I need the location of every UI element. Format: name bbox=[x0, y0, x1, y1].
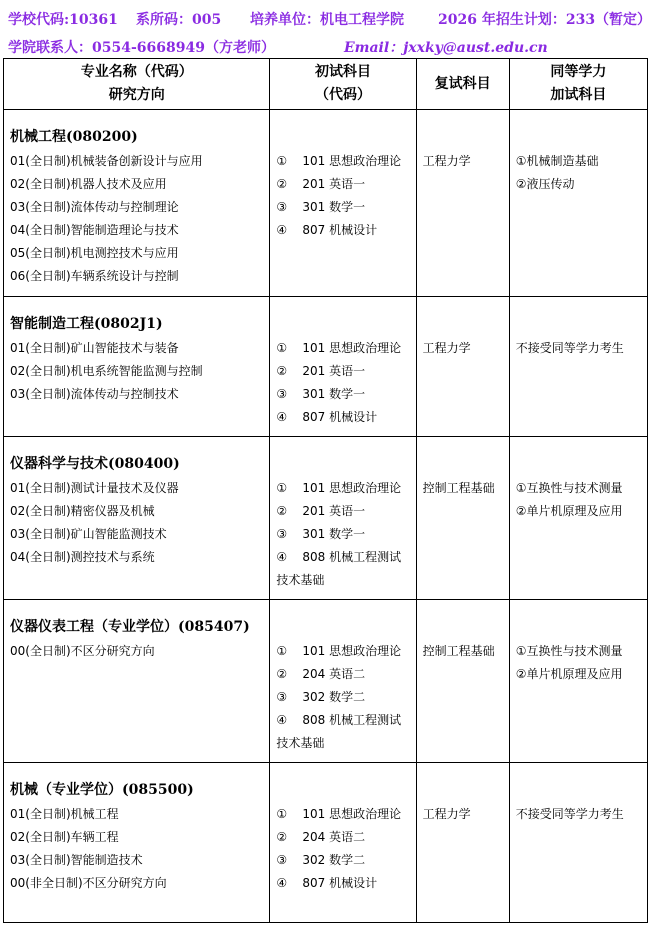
direction-item: 03(全日制)矿山智能监测技术 bbox=[10, 527, 167, 541]
direction-item: 01(全日制)机械装备创新设计与应用 bbox=[10, 154, 203, 168]
subject-name: 807 机械设计 bbox=[302, 876, 378, 890]
major-row bbox=[4, 110, 648, 297]
header-retest: 复试科目 bbox=[416, 59, 509, 110]
subject-name: 301 数学一 bbox=[302, 200, 366, 214]
retest-subject bbox=[417, 600, 509, 663]
subject-number: ④ bbox=[276, 876, 288, 890]
subject-number: ① bbox=[276, 341, 288, 355]
subject-item bbox=[276, 640, 415, 663]
subject-name: 201 英语一 bbox=[302, 364, 366, 378]
subject-number: ② bbox=[276, 177, 288, 191]
subject-item bbox=[276, 803, 415, 826]
direction-item: 01(全日制)测试计量技术及仪器 bbox=[10, 481, 179, 495]
retest-cell bbox=[416, 437, 509, 600]
major-title: 机械工程(080200) bbox=[10, 129, 138, 145]
direction-item: 05(全日制)机电测控技术与应用 bbox=[10, 246, 179, 260]
subject-name: 807 机械设计 bbox=[302, 223, 378, 237]
equivalent-item: 不接受同等学力考生 bbox=[515, 807, 624, 821]
subject-item bbox=[276, 219, 415, 242]
subject-number: ④ bbox=[276, 550, 288, 564]
subject-item bbox=[276, 849, 415, 872]
equivalent-cell bbox=[509, 110, 647, 297]
subject-number: ④ bbox=[276, 410, 288, 424]
major-title: 仪器科学与技术(080400) bbox=[10, 456, 180, 472]
subject-number: ② bbox=[276, 504, 288, 518]
subject-number: ③ bbox=[276, 690, 288, 704]
subject-item bbox=[276, 523, 415, 546]
equivalent-list bbox=[510, 600, 647, 686]
major-title: 机械（专业学位）(085500) bbox=[10, 782, 194, 798]
equivalent-cell bbox=[509, 437, 647, 600]
equivalent-item: ②液压传动 bbox=[515, 177, 575, 191]
major-row bbox=[4, 600, 648, 763]
subject-item-continued: 技术基础 bbox=[276, 573, 325, 587]
subject-number: ③ bbox=[276, 527, 288, 541]
retest-subject bbox=[417, 110, 509, 173]
equivalent-cell bbox=[509, 763, 647, 923]
direction-item: 02(全日制)机电系统智能监测与控制 bbox=[10, 364, 203, 378]
equivalent-item: ①互换性与技术测量 bbox=[515, 481, 623, 495]
direction-item: 00(非全日制)不区分研究方向 bbox=[10, 876, 167, 890]
subject-number: ③ bbox=[276, 853, 288, 867]
subject-item bbox=[276, 173, 415, 196]
subject-name: 807 机械设计 bbox=[302, 410, 378, 424]
header-major: 专业名称（代码） 研究方向 bbox=[4, 59, 270, 110]
subject-number: ② bbox=[276, 364, 288, 378]
major-row bbox=[4, 437, 648, 600]
equivalent-list bbox=[510, 763, 647, 826]
equivalent-item: ①机械制造基础 bbox=[515, 154, 599, 168]
retest-cell bbox=[416, 763, 509, 923]
direction-item: 06(全日制)车辆系统设计与控制 bbox=[10, 269, 179, 283]
equivalent-item: 不接受同等学力考生 bbox=[515, 341, 624, 355]
equivalent-list bbox=[510, 297, 647, 360]
direction-item: 04(全日制)智能制造理论与技术 bbox=[10, 223, 179, 237]
subject-number: ② bbox=[276, 667, 288, 681]
subject-name: 301 数学一 bbox=[302, 527, 366, 541]
enrollment-plan: 2026 年招生计划：233（暂定） bbox=[438, 12, 652, 28]
subject-item bbox=[276, 686, 415, 709]
subject-item-continued: 技术基础 bbox=[276, 736, 325, 750]
subject-list bbox=[270, 110, 415, 242]
email: Email：jxxky@aust.edu.cn bbox=[344, 40, 548, 56]
subject-name: 101 思想政治理论 bbox=[302, 481, 402, 495]
major-cell bbox=[4, 600, 270, 763]
subject-name: 302 数学二 bbox=[302, 690, 366, 704]
subject-name: 201 英语一 bbox=[302, 504, 366, 518]
subject-number: ④ bbox=[276, 713, 288, 727]
subject-item bbox=[276, 500, 415, 523]
direction-item: 01(全日制)矿山智能技术与装备 bbox=[10, 341, 179, 355]
subject-list bbox=[270, 763, 415, 895]
subject-item bbox=[276, 360, 415, 383]
subject-number: ② bbox=[276, 830, 288, 844]
equivalent-item: ②单片机原理及应用 bbox=[515, 504, 623, 518]
subject-name: 204 英语二 bbox=[302, 667, 366, 681]
subject-name: 808 机械工程测试 bbox=[302, 550, 402, 564]
subject-item bbox=[276, 150, 415, 173]
table-header-row bbox=[4, 59, 648, 110]
subject-list bbox=[270, 437, 415, 592]
initial-exam-cell bbox=[270, 437, 416, 600]
subject-name: 302 数学二 bbox=[302, 853, 366, 867]
equivalent-cell bbox=[509, 600, 647, 763]
header-initial-exam: 初试科目 （代码） bbox=[270, 59, 416, 110]
direction-item: 03(全日制)流体传动与控制技术 bbox=[10, 387, 179, 401]
subject-number: ④ bbox=[276, 223, 288, 237]
retest-item: 工程力学 bbox=[422, 341, 471, 355]
subject-item bbox=[276, 709, 415, 732]
direction-item: 02(全日制)机器人技术及应用 bbox=[10, 177, 167, 191]
direction-item: 03(全日制)智能制造技术 bbox=[10, 853, 143, 867]
subject-item bbox=[276, 826, 415, 849]
equivalent-list bbox=[510, 110, 647, 196]
retest-cell bbox=[416, 600, 509, 763]
major-cell bbox=[4, 297, 270, 437]
retest-subject bbox=[417, 763, 509, 826]
major-title: 仪器仪表工程（专业学位）(085407) bbox=[10, 619, 250, 635]
subject-number: ① bbox=[276, 481, 288, 495]
major-cell bbox=[4, 110, 270, 297]
direction-list bbox=[4, 150, 269, 288]
equivalent-item: ②单片机原理及应用 bbox=[515, 667, 623, 681]
retest-cell bbox=[416, 297, 509, 437]
subject-name: 301 数学一 bbox=[302, 387, 366, 401]
subject-name: 101 思想政治理论 bbox=[302, 644, 402, 658]
subject-item bbox=[276, 663, 415, 686]
subject-item bbox=[276, 546, 415, 569]
subject-name: 101 思想政治理论 bbox=[302, 341, 402, 355]
initial-exam-cell bbox=[270, 763, 416, 923]
direction-item: 04(全日制)测控技术与系统 bbox=[10, 550, 155, 564]
subject-item bbox=[276, 196, 415, 219]
subject-number: ③ bbox=[276, 387, 288, 401]
subject-item bbox=[276, 872, 415, 895]
subject-number: ① bbox=[276, 807, 288, 821]
initial-exam-cell bbox=[270, 600, 416, 763]
dept-code: 系所码：005 bbox=[136, 12, 222, 28]
direction-list bbox=[4, 640, 269, 663]
direction-item: 00(全日制)不区分研究方向 bbox=[10, 644, 155, 658]
initial-exam-cell bbox=[270, 110, 416, 297]
direction-list bbox=[4, 337, 269, 406]
subject-list bbox=[270, 297, 415, 429]
major-title: 智能制造工程(0802J1) bbox=[10, 316, 163, 332]
school-code: 学校代码:10361 bbox=[8, 12, 118, 28]
retest-item: 控制工程基础 bbox=[422, 481, 495, 495]
contact-person: 学院联系人：0554-6668949（方老师） bbox=[8, 40, 275, 56]
retest-subject bbox=[417, 437, 509, 500]
admissions-table bbox=[3, 58, 648, 923]
subject-item bbox=[276, 383, 415, 406]
subject-number: ① bbox=[276, 644, 288, 658]
subject-name: 101 思想政治理论 bbox=[302, 154, 402, 168]
subject-item bbox=[276, 477, 415, 500]
subject-list bbox=[270, 600, 415, 755]
direction-item: 02(全日制)精密仪器及机械 bbox=[10, 504, 155, 518]
major-row bbox=[4, 297, 648, 437]
equivalent-item: ①互换性与技术测量 bbox=[515, 644, 623, 658]
subject-name: 101 思想政治理论 bbox=[302, 807, 402, 821]
major-cell bbox=[4, 763, 270, 923]
subject-name: 808 机械工程测试 bbox=[302, 713, 402, 727]
subject-item bbox=[276, 406, 415, 429]
subject-name: 204 英语二 bbox=[302, 830, 366, 844]
retest-subject bbox=[417, 297, 509, 360]
subject-number: ① bbox=[276, 154, 288, 168]
retest-item: 工程力学 bbox=[422, 154, 471, 168]
retest-item: 控制工程基础 bbox=[422, 644, 495, 658]
direction-item: 02(全日制)车辆工程 bbox=[10, 830, 119, 844]
subject-number: ③ bbox=[276, 200, 288, 214]
header-equivalent: 同等学力 加试科目 bbox=[509, 59, 647, 110]
subject-item bbox=[276, 337, 415, 360]
initial-exam-cell bbox=[270, 297, 416, 437]
equivalent-cell bbox=[509, 297, 647, 437]
direction-item: 01(全日制)机械工程 bbox=[10, 807, 119, 821]
training-unit: 培养单位：机电工程学院 bbox=[250, 12, 404, 28]
major-row bbox=[4, 763, 648, 923]
subject-name: 201 英语一 bbox=[302, 177, 366, 191]
direction-item: 03(全日制)流体传动与控制理论 bbox=[10, 200, 179, 214]
major-cell bbox=[4, 437, 270, 600]
direction-list bbox=[4, 803, 269, 895]
retest-cell bbox=[416, 110, 509, 297]
equivalent-list bbox=[510, 437, 647, 523]
retest-item: 工程力学 bbox=[422, 807, 471, 821]
direction-list bbox=[4, 477, 269, 569]
